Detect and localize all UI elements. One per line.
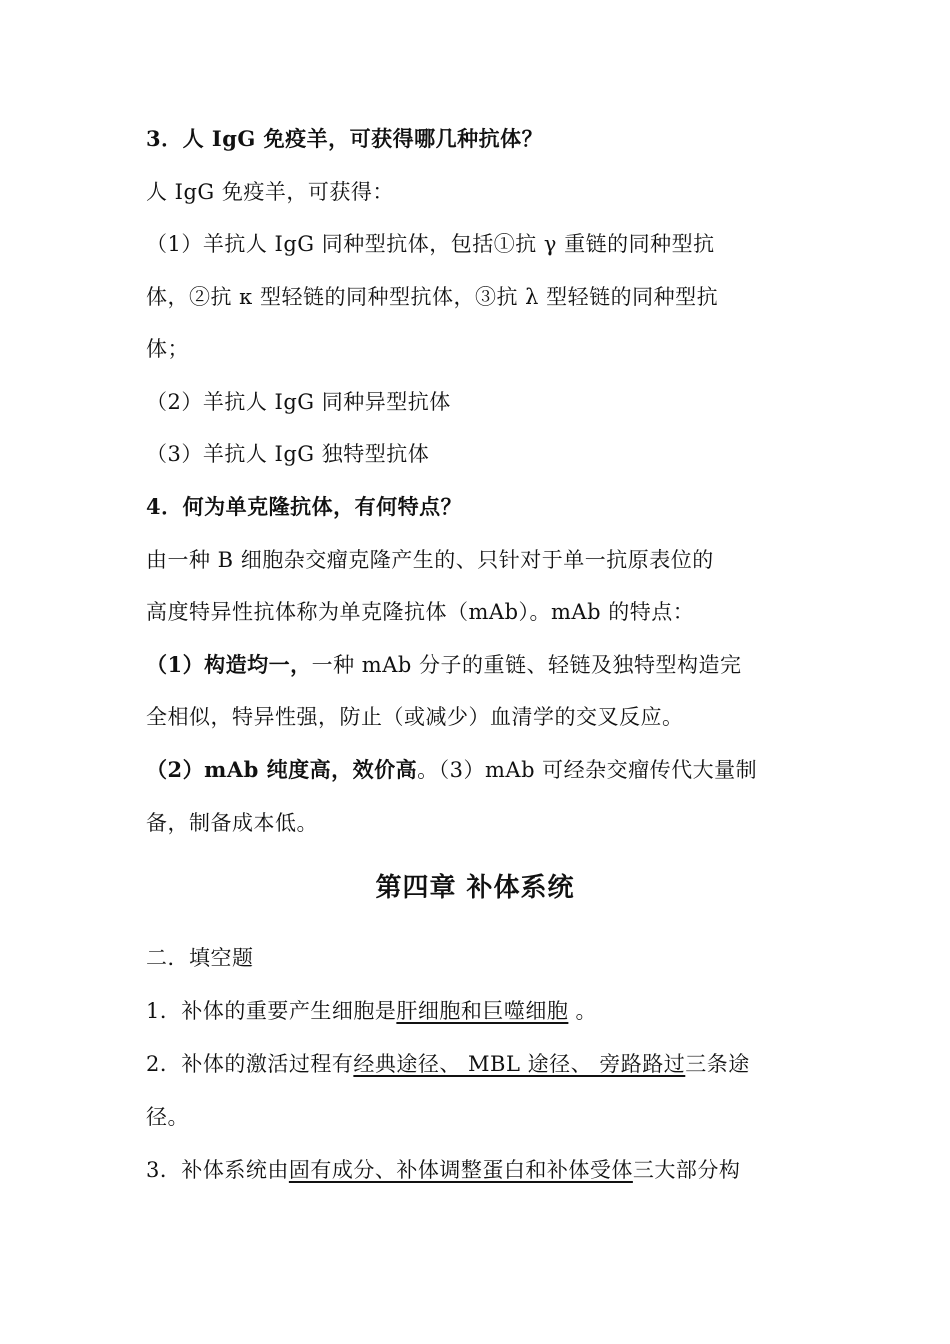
question-4-heading: 4．何为单克隆抗体，有何特点？ — [146, 494, 463, 519]
fill-blank-3 — [146, 1155, 818, 1185]
fill-blank-2-end: 三条途 — [685, 1052, 750, 1076]
section-heading: 二．填空题 — [146, 946, 254, 970]
question-4-point-2-line-2: 备，制备成本低。 — [146, 811, 318, 835]
question-3-item-1-line-3: 体； — [146, 337, 189, 361]
question-4-point-2-bold: （2）mAb 纯度高，效价高 — [146, 757, 418, 782]
fill-blank-2-prompt: 2．补体的激活过程有 — [146, 1052, 354, 1076]
question-4-answer-line-2: 高度特异性抗体称为单克隆抗体（mAb）。mAb 的特点： — [146, 600, 695, 624]
question-4-point-1 — [146, 650, 818, 680]
fill-blank-1-answer: 肝细胞和巨噬细胞 — [396, 999, 569, 1023]
question-3-heading: 3．人 IgG 免疫羊，可获得哪几种抗体？ — [146, 126, 544, 151]
question-3-item-1-line-2: 体，②抗 κ 型轻链的同种型抗体，③抗 λ 型轻链的同种型抗 — [146, 285, 719, 309]
question-4-point-2 — [146, 755, 818, 785]
fill-blank-1-prompt: 1．补体的重要产生细胞是 — [146, 999, 397, 1023]
question-3-item-3: （3）羊抗人 IgG 独特型抗体 — [146, 442, 430, 466]
fill-blank-2 — [146, 1049, 818, 1079]
chapter-title: 第四章 补体系统 — [375, 873, 575, 903]
fill-blank-1-end: 。 — [568, 999, 598, 1023]
fill-blank-2-line-2: 径。 — [146, 1105, 189, 1129]
question-3-intro: 人 IgG 免疫羊，可获得： — [146, 180, 394, 204]
fill-blank-3-end: 三大部分构 — [632, 1158, 741, 1182]
question-4-point-1-text: 一种 mAb 分子的重链、轻链及独特型构造完 — [311, 653, 742, 677]
question-4-answer-line-1: 由一种 B 细胞杂交瘤克隆产生的、只针对于单一抗原表位的 — [146, 548, 714, 572]
question-3-item-2: （2）羊抗人 IgG 同种异型抗体 — [146, 390, 451, 414]
fill-blank-3-answer: 固有成分、补体调整蛋白和补体受体 — [288, 1158, 633, 1182]
fill-blank-2-answer: 经典途径、 MBL 途径、 旁路路过 — [353, 1052, 686, 1076]
question-4-point-1-bold: （1）构造均一， — [146, 652, 312, 677]
question-3-item-1-line-1: （1）羊抗人 IgG 同种型抗体，包括①抗 γ 重链的同种型抗 — [146, 232, 715, 256]
question-4-point-1-line-2: 全相似，特异性强，防止（或减少）血清学的交叉反应。 — [146, 705, 684, 729]
fill-blank-3-prompt: 3．补体系统由 — [146, 1158, 289, 1182]
fill-blank-1 — [146, 996, 818, 1026]
question-4-point-2-text: 。（3）mAb 可经杂交瘤传代大量制 — [417, 758, 758, 782]
